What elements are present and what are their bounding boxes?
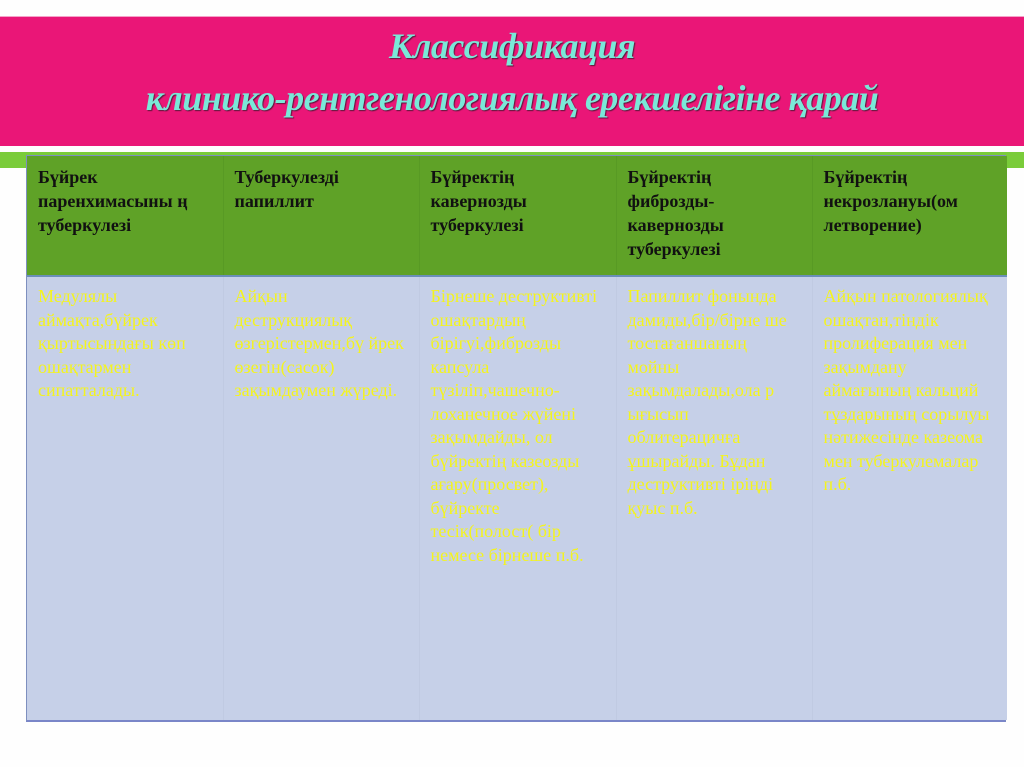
classification-table-container	[26, 155, 1006, 722]
table-cell-papillitis: Айқын деструкциялық өзгерістермен,бү йрек өзегін(сасок) зақымдаумен жүреді.	[223, 276, 419, 720]
column-header-papillitis: Туберкулезді папиллит	[223, 156, 419, 276]
table-cell-cavernous-tb: Бірнеше деструктивті ошақтардың бірігуі,фиброзды капсула түзіліп,чашечно-лоханечное жүйені зақымдайды, ол бүйректің казеозды ағару(просвет), бүйректе тесік(полост( бір немесе бірнеше п.б.	[419, 276, 616, 720]
table-header-row	[27, 156, 1007, 276]
slide-title-line-1: Классификация	[388, 26, 636, 66]
table-cell-parenchyma-tb: Медулялы аймақта,бүйрек қыртысындағы көп ошақтармен сипатталады.	[27, 276, 223, 720]
column-header-parenchyma-tb: Бүйрек паренхимасыны ң туберкулезі	[27, 156, 223, 276]
table-row	[27, 276, 1007, 720]
classification-table	[27, 156, 1007, 720]
slide-title-line-2: клинико-рентгенологиялық ерекшелігіне қарай	[145, 78, 879, 118]
title-banner	[0, 16, 1024, 146]
column-header-cavernous-tb: Бүйректің кавернозды туберкулезі	[419, 156, 616, 276]
column-header-necrosis: Бүйректің некрозлануы(ом летворение)	[812, 156, 1007, 276]
table-cell-necrosis: Айқын патологиялық ошақтан,тіндік пролиферация мен зақымдану аймағының кальций тұздарының сорылуы нәтижесінде казеома мен туберкулемалар п.б.	[812, 276, 1007, 720]
table-cell-fibrous-cavernous-tb: Папиллит фонында дамиды,бір/бірне ше тостағаншаның мойны зақымдалады,ола р ығысып облитерацичға ұшырайды. Бұдан деструктивті іріңді қуыс п.б.	[616, 276, 812, 720]
column-header-fibrous-cavernous-tb: Бүйректің фиброзды-кавернозды туберкулезі	[616, 156, 812, 276]
